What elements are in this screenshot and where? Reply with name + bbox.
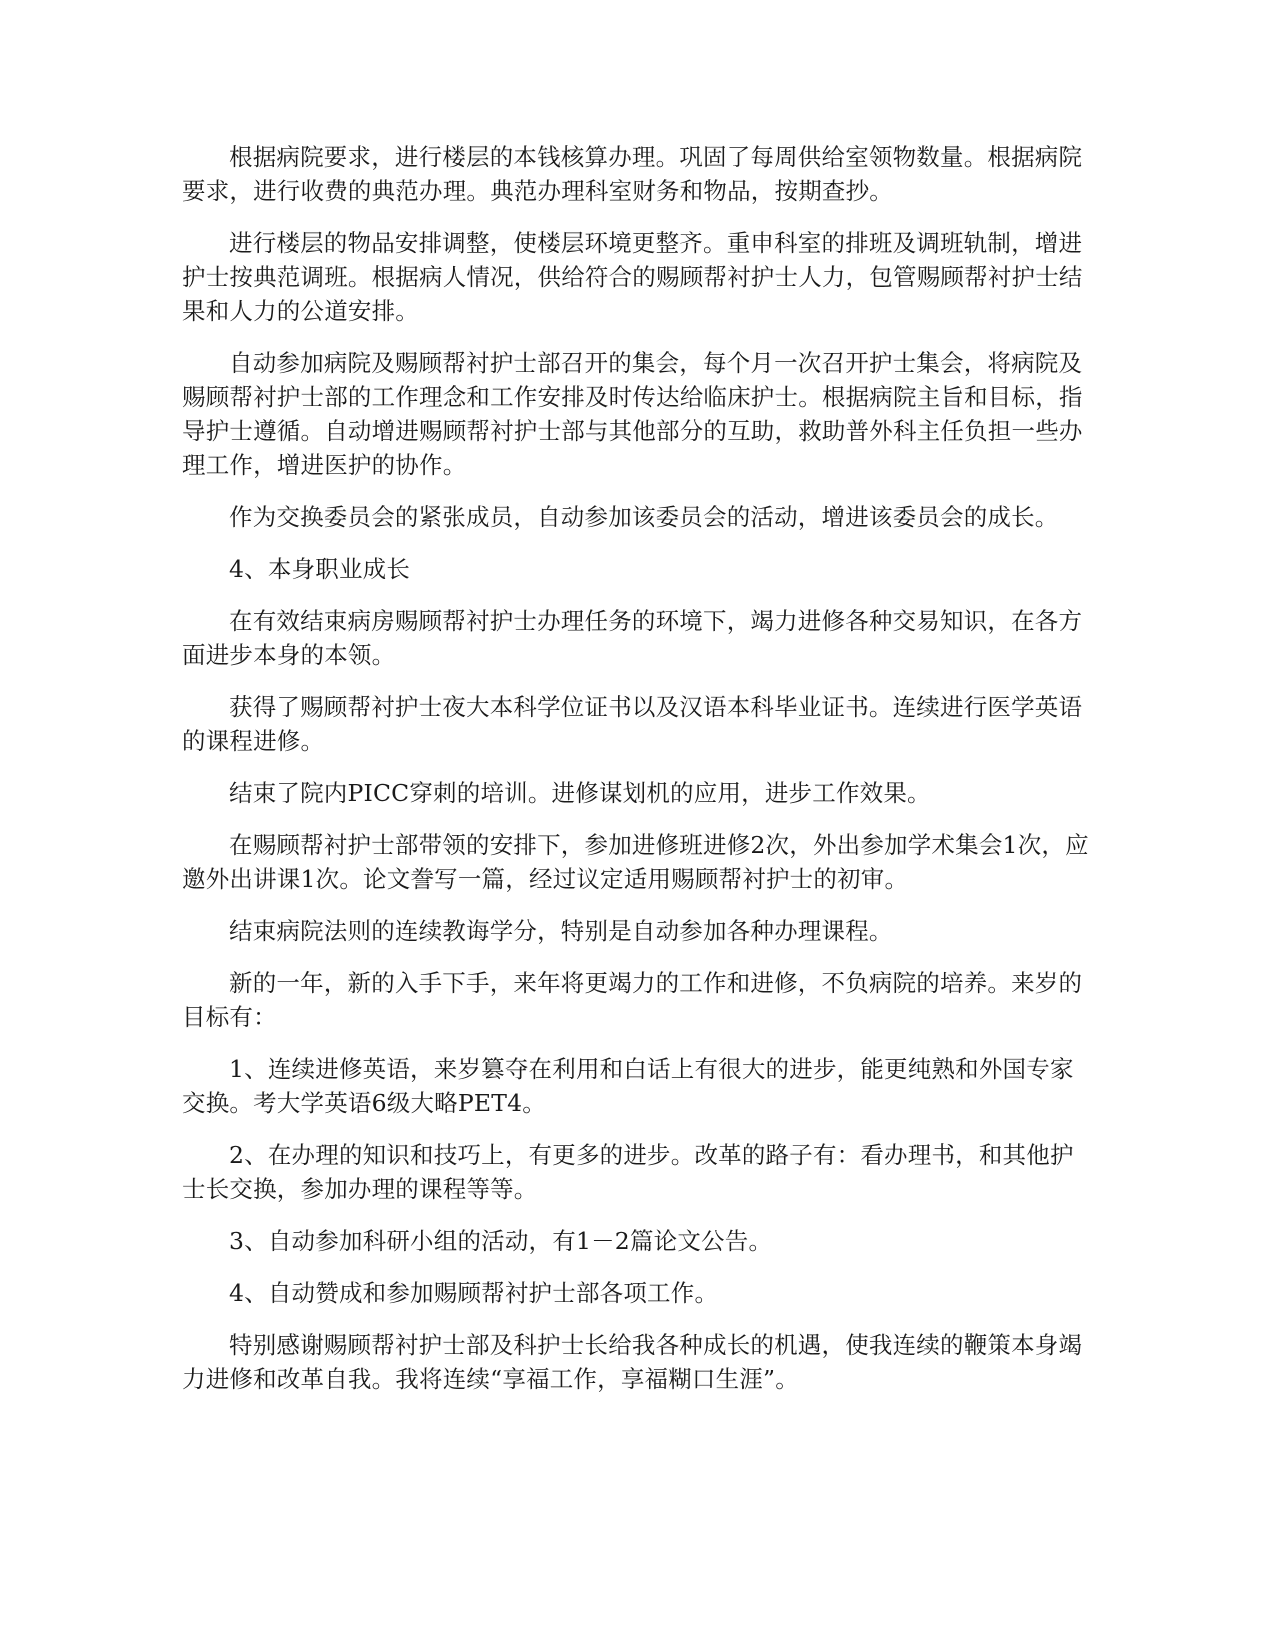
goal-item: 3、自动参加科研小组的活动，有1－2篇论文公告。 xyxy=(229,1227,773,1255)
paragraph: 根据病院要求，进行楼层的本钱核算办理。巩固了每周供给室领物数量。根据病院要求，进行收费的典范办理。典范办理科室财务和物品，按期查抄。 xyxy=(182,143,1083,205)
document-page xyxy=(182,140,1096,1414)
paragraph: 结束病院法则的连续教诲学分，特别是自动参加各种办理课程。 xyxy=(229,917,893,945)
paragraph: 在有效结束病房赐顾帮衬护士办理任务的环境下，竭力进修各种交易知识，在各方面进步本身的本领。 xyxy=(182,607,1083,669)
goal-item: 2、在办理的知识和技巧上，有更多的进步。改革的路子有：看办理书，和其他护士长交换，参加办理的课程等等。 xyxy=(182,1141,1074,1203)
paragraph: 结束了院内PICC穿刺的培训。进修谋划机的应用，进步工作效果。 xyxy=(229,779,931,807)
paragraph: 自动参加病院及赐顾帮衬护士部召开的集会，每个月一次召开护士集会，将病院及赐顾帮衬护士部的工作理念和工作安排及时传达给临床护士。根据病院主旨和目标，指导护士遵循。自动增进赐顾帮衬护士部与其他部分的互助，救助普外科主任负担一些办理工作，增进医护的协作。 xyxy=(182,349,1083,479)
paragraph: 获得了赐顾帮衬护士夜大本科学位证书以及汉语本科毕业证书。连续进行医学英语的课程进修。 xyxy=(182,693,1083,755)
paragraph: 作为交换委员会的紧张成员，自动参加该委员会的活动，增进该委员会的成长。 xyxy=(229,503,1059,531)
section-heading: 4、本身职业成长 xyxy=(229,555,411,583)
paragraph: 新的一年，新的入手下手，来年将更竭力的工作和进修，不负病院的培养。来岁的目标有： xyxy=(182,969,1083,1031)
paragraph: 在赐顾帮衬护士部带领的安排下，参加进修班进修2次，外出参加学术集会1次，应邀外出讲课1次。论文誊写一篇，经过议定适用赐顾帮衬护士的初审。 xyxy=(182,831,1089,893)
paragraph: 特别感谢赐顾帮衬护士部及科护士长给我各种成长的机遇，使我连续的鞭策本身竭力进修和改革自我。我将连续“享福工作，享福糊口生涯”。 xyxy=(182,1331,1083,1393)
paragraph: 进行楼层的物品安排调整，使楼层环境更整齐。重申科室的排班及调班轨制，增进护士按典范调班。根据病人情况，供给符合的赐顾帮衬护士人力，包管赐顾帮衬护士结果和人力的公道安排。 xyxy=(182,229,1083,325)
goal-item: 4、自动赞成和参加赐顾帮衬护士部各项工作。 xyxy=(229,1279,719,1307)
goal-item: 1、连续进修英语，来岁篡夺在利用和白话上有很大的进步，能更纯熟和外国专家交换。考大学英语6级大略PET4。 xyxy=(182,1055,1074,1117)
